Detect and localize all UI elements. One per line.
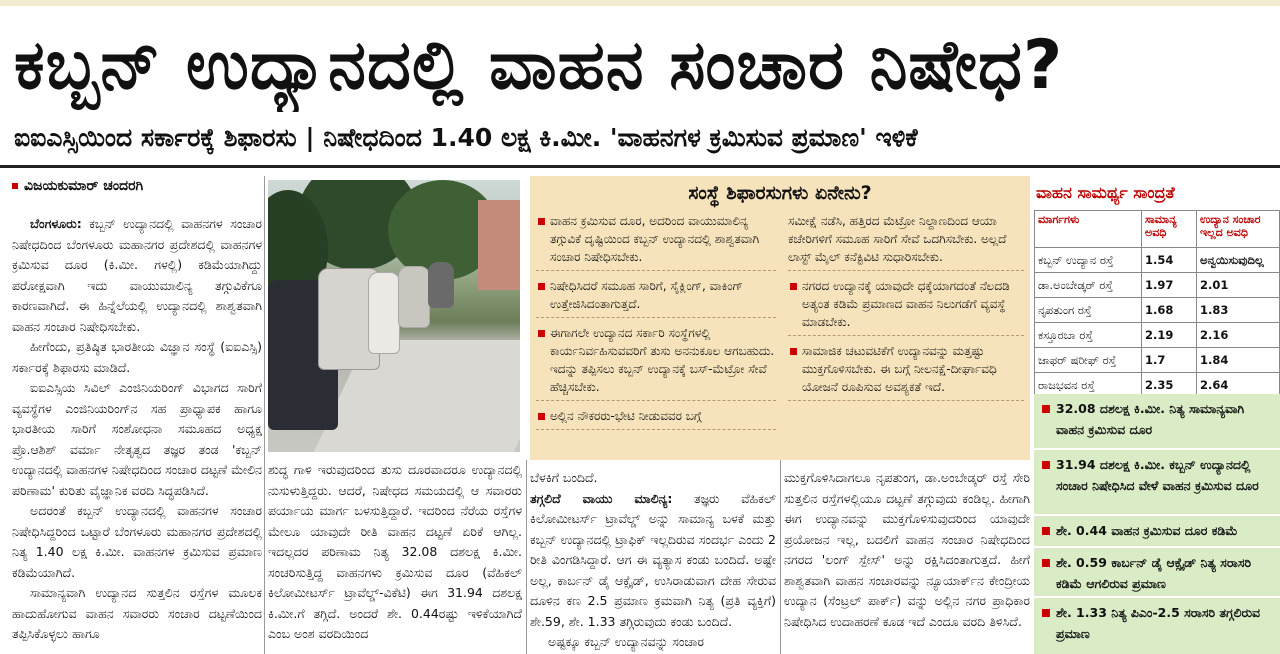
fact-item: 32.08 ದಶಲಕ್ಷ ಕಿ.ಮೀ. ನಿತ್ಯ ಸಾಮಾನ್ಯವಾಗಿ ವಾಹನ ಕ್ರಮಿಸುವ ದೂರ bbox=[1034, 394, 1280, 450]
table-cell: ಡಾ.ಅಂಬೇಡ್ಕರ್ ರಸ್ತೆ bbox=[1035, 273, 1142, 298]
table-cell: ಜಾಫರ್ ಷರೀಫ್ ರಸ್ತೆ bbox=[1035, 348, 1142, 373]
table-cell: 1.68 bbox=[1142, 298, 1197, 323]
table-row bbox=[1035, 273, 1280, 298]
column-header: ಉದ್ಯಾನ ಸಂಚಾರ ಇಲ್ಲದ ಅವಧಿ bbox=[1197, 211, 1280, 248]
fact-item: ಶೇ. 1.33 ನಿತ್ಯ ಪಿಎಂ-2.5 ಸರಾಸರಿ ತಗ್ಗಲಿರುವ ಪ್ರಮಾಣ bbox=[1034, 598, 1280, 654]
paragraph: ಮುಕ್ತಗೊಳಿಸಿದಾಗಲೂ ನೃಪತುಂಗ, ಡಾ.ಅಂಬೇಡ್ಕರ್ ರಸ್ತೆ ಸೇರಿ ಸುತ್ತಲಿನ ರಸ್ತೆಗಳಲ್ಲಿಯೂ ದಟ್ಟಣೆ ತಗ್ಗುವುದು ಕಂಡಿಲ್ಲ. ಹೀಗಾಗಿ ಈಗ ಉದ್ಯಾನವನ್ನು ಮುಕ್ತಗೊಳಿಸುವುದರಿಂದ ಯಾವುದೇ ಪ್ರಯೋಜನ ಇಲ್ಲ, ಬದಲಿಗೆ ವಾಹನ ಸಂಚಾರ ನಿಷೇಧದಿಂದ ನಗರದ 'ಲಂಗ್ ಸ್ಪೇಸ್' ಅನ್ನು ರಕ್ಷಿಸಿದಂತಾಗುತ್ತದೆ. ಹೀಗೆ ಶಾಶ್ವತವಾಗಿ ವಾಹನ ಸಂಚಾರವನ್ನು ನ್ಯೂಯಾರ್ಕ್‌ನ ಕೇಂದ್ರೀಯ ಉದ್ಯಾನ (ಸೆಂಟ್ರಲ್ ಪಾರ್ಕ್) ವನ್ನು ಅಲ್ಲಿನ ನಗರ ಪ್ರಾಧಿಕಾರ ನಿಷೇಧಿಸಿದ ಉದಾಹರಣೆ ಕೂಡ ಇದೆ ಎಂದೂ ವರದಿ ತಿಳಿಸಿದೆ. bbox=[784, 470, 1030, 629]
recommendation-item: ಸಾಮಾಜಿಕ ಚಟುವಟಿಕೆಗೆ ಉದ್ಯಾನವನ್ನು ಮತ್ತಷ್ಟು ಮುಕ್ತಗೊಳಿಸಬೇಕು. ಈ ಬಗ್ಗೆ ನೀಲನಕ್ಷೆ-ದೀರ್ಘಾವಧಿ ಯೋಜನೆ ರೂಪಿಸುವ ಅವಶ್ಯಕತೆ ಇದೆ. bbox=[788, 342, 1024, 401]
paragraph: ಶುದ್ಧ ಗಾಳಿ ಇರುವುದರಿಂದ ತುಸು ದೂರವಾದರೂ ಉದ್ಯಾನದಲ್ಲಿ ನುಸುಳುತ್ತಿದ್ದರು. ಆದರೆ, ನಿಷೇಧದ ಸಮಯದಲ್ಲಿ ಆ ಸವಾರರು ಪರ್ಯಾಯ ಮಾರ್ಗ ಬಳಸುತ್ತಿದ್ದಾರೆ. ಇದರಿಂದ ನೆರೆಯ ರಸ್ತೆಗಳ ಮೇಲೂ ಯಾವುದೇ ರೀತಿ ವಾಹನ ದಟ್ಟಣೆ ಏರಿಕೆ ಆಗಿಲ್ಲ. ಇದಲ್ಲದರ ಪರಿಣಾಮ ನಿತ್ಯ 32.08 ದಶಲಕ್ಷ ಕಿ.ಮೀ. ಸಂಚರಿಸುತ್ತಿದ್ದ ವಾಹನಗಳು ಕ್ರಮಿಸುವ ದೂರ (ವೆಹಿಕಲ್ ಕಿಲೋಮೀಟರ್ಸ್ ಟ್ರಾವೆಲ್ಡ್-ವಿಕೆಟಿ) ಈಗ 31.94 ದಶಲಕ್ಷ ಕಿ.ಮೀ.ಗೆ ತಗ್ಗಿದೆ. ಅಂದರೆ ಶೇ. 0.44ರಷ್ಟು ಇಳಿಕೆಯಾಗಿದೆ ಎಂಬ ಅಂಶ ವರದಿಯಿಂದ bbox=[268, 462, 522, 641]
table-header-row bbox=[1035, 211, 1280, 248]
recommendation-item: ನಗರದ ಉದ್ಯಾನಕ್ಕೆ ಯಾವುದೇ ಧಕ್ಕೆಯಾಗದಂತೆ ನೆಲದಡಿ ಅತ್ಯಂತ ಕಡಿಮೆ ಪ್ರಮಾಣದ ವಾಹನ ನಿಲುಗಡೆಗೆ ವ್ಯವಸ್ಥೆ ಮಾಡಬೇಕು. bbox=[788, 277, 1024, 336]
table-row bbox=[1035, 298, 1280, 323]
subheading: ತಗ್ಗಲಿದೆ ವಾಯು ಮಾಲಿನ್ಯ: bbox=[530, 490, 673, 506]
table-cell: 2.19 bbox=[1142, 323, 1197, 348]
key-facts-box bbox=[1034, 394, 1280, 654]
recommendation-item: ವಾಹನ ಕ್ರಮಿಸುವ ದೂರ, ಅದರಿಂದ ವಾಯುಮಾಲಿನ್ಯ ತಗ್ಗುವಿಕೆ ದೃಷ್ಟಿಯಿಂದ ಕಬ್ಬನ್ ಉದ್ಯಾನದಲ್ಲಿ ಶಾಶ್ವತವಾಗಿ ಸಂಚಾರ ನಿಷೇಧಿಸಬೇಕು. bbox=[536, 212, 776, 271]
article-column-3 bbox=[530, 468, 776, 654]
divider bbox=[0, 165, 1280, 168]
byline: ವಿಜಯಕುಮಾರ್ ಚಂದರಗಿ bbox=[12, 176, 262, 196]
cubbon-park-road-photo bbox=[268, 180, 520, 452]
column-divider bbox=[526, 460, 527, 654]
fact-item: ಶೇ. 0.44 ವಾಹನ ಕ್ರಮಿಸುವ ದೂರ ಕಡಿಮೆ bbox=[1034, 516, 1280, 548]
article-column-1 bbox=[12, 214, 262, 654]
table-cell: 1.7 bbox=[1142, 348, 1197, 373]
top-strip bbox=[0, 0, 1280, 6]
table-cell: 1.97 bbox=[1142, 273, 1197, 298]
table-cell: ಅನ್ವಯಿಸುವುದಿಲ್ಲ bbox=[1197, 248, 1280, 273]
paragraph: ಸಾಮಾನ್ಯವಾಗಿ ಉದ್ಯಾನದ ಸುತ್ತಲಿನ ರಸ್ತೆಗಳ ಮೂಲಕ ಹಾದುಹೋಗುವ ವಾಹನ ಸವಾರರು ಸಂಚಾರ ದಟ್ಟಣೆಯಿಂದ ತಪ್ಪಿಸಿಕೊಳ್ಳಲು ಹಾಗೂ bbox=[12, 585, 262, 641]
table-row bbox=[1035, 348, 1280, 373]
table-cell: 1.84 bbox=[1197, 348, 1280, 373]
paragraph: ಅಷ್ಟಕ್ಕೂ ಕಬ್ಬನ್ ಉದ್ಯಾನವನ್ನು ಸಂಚಾರ bbox=[548, 634, 704, 649]
recommendations-box bbox=[530, 176, 1030, 460]
paragraph: ಬೆಳಕಿಗೆ ಬಂದಿದೆ. bbox=[530, 470, 598, 485]
recommendation-item: ಅಲ್ಲಿನ ನೌಕರರು-ಭೇಟಿ ನೀಡುವವರ ಬಗ್ಗೆ bbox=[536, 407, 776, 430]
table-cell: ಕಬ್ಬನ್ ಉದ್ಯಾನ ರಸ್ತೆ bbox=[1035, 248, 1142, 273]
table-cell: 2.35 bbox=[1142, 373, 1197, 398]
table-cell: 2.16 bbox=[1197, 323, 1280, 348]
table-cell: 1.83 bbox=[1197, 298, 1280, 323]
table-cell: ರಾಜಭವನ ರಸ್ತೆ bbox=[1035, 373, 1142, 398]
paragraph: ಐಐಎಸ್ಸಿಯ ಸಿವಿಲ್ ಎಂಜಿನಿಯರಿಂಗ್ ವಿಭಾಗದ ಸಾರಿಗೆ ವ್ಯವಸ್ಥೆಗಳ ಎಂಜಿನಿಯರಿಂಗ್‌ನ ಸಹ ಪ್ರಾಧ್ಯಾಪಕ ಹಾಗೂ ಭಾರತೀಯ ಸಾರಿಗೆ ಸಂಶೋಧನಾ ಸಮೂಹದ ಅಧ್ಯಕ್ಷ ಪ್ರೊ.ಆಶಿಶ್ ವರ್ಮಾ ನೇತೃತ್ವದ ತಜ್ಞರ ತಂಡ 'ಕಬ್ಬನ್ ಉದ್ಯಾನದಲ್ಲಿ ವಾಹನಗಳ ನಿಷೇಧದಿಂದ ಸಂಚಾರ ದಟ್ಟಣೆ ಮೇಲಿನ ಪರಿಣಾಮ' ಕುರಿತು ವೈಜ್ಞಾನಿಕ ವರದಿ ಸಿದ್ಧಪಡಿಸಿದೆ. bbox=[12, 380, 262, 498]
column-header: ಮಾರ್ಗಗಳು bbox=[1035, 211, 1142, 248]
table-row bbox=[1035, 248, 1280, 273]
fact-item: ಶೇ. 0.59 ಕಾರ್ಬನ್ ಡೈ ಆಕ್ಸೈಡ್ ನಿತ್ಯ ಸರಾಸರಿ ಕಡಿಮೆ ಆಗಲಿರುವ ಪ್ರಮಾಣ bbox=[1034, 548, 1280, 598]
subheadline: ಐಐಎಸ್ಸಿಯಿಂದ ಸರ್ಕಾರಕ್ಕೆ ಶಿಫಾರಸು | ನಿಷೇಧದಿಂದ 1.40 ಲಕ್ಷ ಕಿ.ಮೀ. 'ವಾಹನಗಳ ಕ್ರಮಿಸುವ ಪ್ರಮಾಣ' ಇಳಿಕೆ bbox=[14, 123, 918, 152]
column-header: ಸಾಮಾನ್ಯ ಅವಧಿ bbox=[1142, 211, 1197, 248]
paragraph: ಹೀಗೆಂದು, ಪ್ರತಿಷ್ಠಿತ ಭಾರತೀಯ ವಿಜ್ಞಾನ ಸಂಸ್ಥೆ (ಐಐಎಸ್ಸಿ) ಸರ್ಕಾರಕ್ಕೆ ಶಿಫಾರಸು ಮಾಡಿದೆ. bbox=[12, 339, 262, 375]
table-cell: ನೃಪತುಂಗ ರಸ್ತೆ bbox=[1035, 298, 1142, 323]
table-title: ವಾಹನ ಸಾಮರ್ಥ್ಯ ಸಾಂದ್ರತೆ bbox=[1036, 183, 1175, 202]
paragraph: ಅದರಂತೆ ಕಬ್ಬನ್ ಉದ್ಯಾನದಲ್ಲಿ ವಾಹನಗಳ ಸಂಚಾರ ನಿಷೇಧಿಸಿದ್ದರಿಂದ ಒಟ್ಟಾರೆ ಬೆಂಗಳೂರು ಮಹಾನಗರ ಪ್ರದೇಶದಲ್ಲಿ ನಿತ್ಯ 1.40 ಲಕ್ಷ ಕಿ.ಮೀ. ವಾಹನಗಳ ಕ್ರಮಿಸುವ ಪ್ರಮಾಣ ಕಡಿಮೆಯಾಗಿದೆ. bbox=[12, 503, 262, 580]
recommendation-item: ಈಗಾಗಲೇ ಉದ್ಯಾನದ ಸರ್ಕಾರಿ ಸಂಸ್ಥೆಗಳಲ್ಲಿ ಕಾರ್ಯನಿರ್ವಹಿಸುವವರಿಗೆ ತುಸು ಅನನುಕೂಲ ಆಗಬಹುದು. ಇದನ್ನು ತಪ್ಪಿಸಲು ಕಬ್ಬನ್ ಉದ್ಯಾನಕ್ಕೆ ಬಸ್-ಮೆಟ್ರೋ ಸೇವೆ ಹೆಚ್ಚಿಸಬೇಕು. bbox=[536, 324, 776, 401]
table-cell: ಕಸ್ತೂರಬಾ ರಸ್ತೆ bbox=[1035, 323, 1142, 348]
paragraph: ತಜ್ಞರು ವೆಹಿಕಲ್ ಕಿಲೋಮೀಟರ್ಸ್ ಟ್ರಾವೆಲ್ಡ್ ಅನ್ನು ಸಾಮಾನ್ಯ ಬಳಕೆ ಮತ್ತು ಕಬ್ಬನ್ ಉದ್ಯಾನದಲ್ಲಿ ಟ್ರಾಫಿಕ್ ಇಲ್ಲದಿರುವ ಸಂದರ್ಭ ಎಂದು 2 ರೀತಿ ವಿಂಗಡಿಸಿದ್ದಾರೆ. ಆಗ ಈ ವ್ಯತ್ಯಾಸ ಕಂಡು ಬಂದಿದೆ. ಅಷ್ಟೇ ಅಲ್ಲ, ಕಾರ್ಬನ್ ಡೈ ಆಕ್ಸೈಡ್, ಉಸಿರಾಡುವಾಗ ದೇಹ ಸೇರುವ ದೂಳಿನ ಕಣ 2.5 ಪ್ರಮಾಣ ಕ್ರಮವಾಗಿ ನಿತ್ಯ (ಪ್ರತಿ ವ್ಯಕ್ತಿಗೆ) ಶೇ.59, ಶೇ. 1.33 ತಗ್ಗಿರುವುದು ಕಂಡು ಬಂದಿದೆ. bbox=[530, 490, 776, 629]
table-cell: 2.64 bbox=[1197, 373, 1280, 398]
paragraph: ಕಬ್ಬನ್ ಉದ್ಯಾನದಲ್ಲಿ ವಾಹನಗಳ ಸಂಚಾರ ನಿಷೇಧದಿಂದ ಬೆಂಗಳೂರು ಮಹಾನಗರ ಪ್ರದೇಶದಲ್ಲಿ ವಾಹನಗಳ ಕ್ರಮಿಸುವ ದೂರ (ಕಿ.ಮೀ. ಗಳಲ್ಲಿ) ಕಡಿಮೆಯಾಗಿದ್ದು ಪರೋಕ್ಷವಾಗಿ ಇದು ವಾಯುಮಾಲಿನ್ಯ ತಗ್ಗುವಿಕೆಗೂ ಕಾರಣವಾಗಿದೆ. ಈ ಹಿನ್ನೆಲೆಯಲ್ಲಿ ಉದ್ಯಾನದಲ್ಲಿ ಶಾಶ್ವತವಾಗಿ ವಾಹನ ಸಂಚಾರ ನಿಷೇಧಿಸಬೇಕು. bbox=[12, 216, 262, 334]
headline: ಕಬ್ಬನ್ ಉದ್ಯಾನದಲ್ಲಿ ವಾಹನ ಸಂಚಾರ ನಿಷೇಧ? bbox=[14, 26, 1064, 105]
box-title: ಸಂಸ್ಥೆ ಶಿಫಾರಸುಗಳು ಏನೇನು? bbox=[688, 182, 872, 204]
dateline: ಬೆಂಗಳೂರು: bbox=[30, 216, 82, 231]
traffic-density-table bbox=[1034, 210, 1280, 398]
recommendation-item: ಸಮೀಕ್ಷೆ ನಡೆಸಿ, ಹತ್ತಿರದ ಮೆಟ್ರೋ ನಿಲ್ದಾಣದಿಂದ ಆಯಾ ಕಚೇರಿಗಳಿಗೆ ಸಮೂಹ ಸಾರಿಗೆ ಸೇವೆ ಒದಗಿಸಬೇಕು. ಅಲ್ಲದೆ ಲಾಸ್ಟ್ ಮೈಲ್ ಕನೆಕ್ಟಿವಿಟಿ ಸುಧಾರಿಸಬೇಕು. bbox=[788, 212, 1024, 271]
column-divider bbox=[780, 460, 781, 654]
article-column-4 bbox=[784, 468, 1030, 654]
table-cell: 2.01 bbox=[1197, 273, 1280, 298]
fact-item: 31.94 ದಶಲಕ್ಷ ಕಿ.ಮೀ. ಕಬ್ಬನ್ ಉದ್ಯಾನದಲ್ಲಿ ಸಂಚಾರ ನಿಷೇಧಿಸಿದ ವೇಳೆ ವಾಹನ ಕ್ರಮಿಸುವ ದೂರ bbox=[1034, 450, 1280, 516]
column-divider bbox=[264, 176, 265, 654]
article-column-2 bbox=[268, 460, 522, 654]
recommendation-item: ನಿಷೇಧಿಸಿದರೆ ಸಮೂಹ ಸಾರಿಗೆ, ಸೈಕ್ಲಿಂಗ್, ವಾಕಿಂಗ್ ಉತ್ತೇಜಿಸಿದಂತಾಗುತ್ತದೆ. bbox=[536, 277, 776, 318]
table-cell: 1.54 bbox=[1142, 248, 1197, 273]
table-row bbox=[1035, 323, 1280, 348]
